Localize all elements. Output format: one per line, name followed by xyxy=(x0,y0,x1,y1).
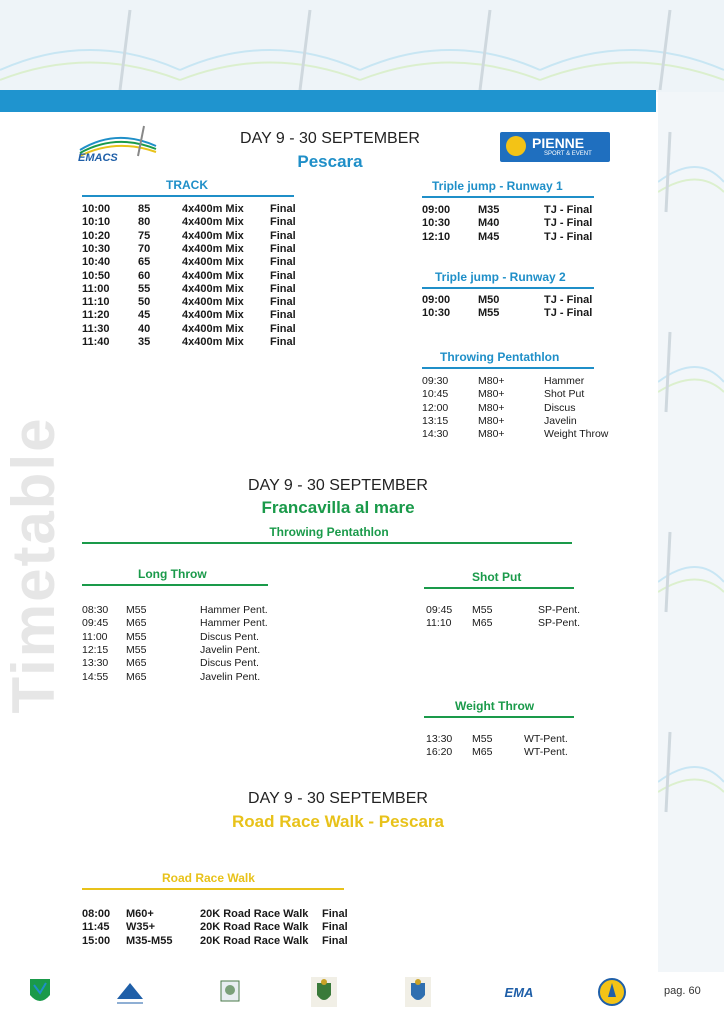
table-row xyxy=(422,231,602,244)
table-row xyxy=(82,604,282,617)
side-bridge-pattern xyxy=(658,92,724,972)
cell-event: Shot Put xyxy=(544,388,585,401)
cell-cat: M35-M55 xyxy=(126,934,173,947)
cell-time: 10:30 xyxy=(82,242,111,255)
ema-logo xyxy=(494,975,544,1009)
cell-time: 11:10 xyxy=(426,617,452,630)
header-background xyxy=(0,0,724,92)
cell-cat: 45 xyxy=(138,309,151,322)
cell-time: 13:15 xyxy=(422,414,449,427)
cell-cat: W35+ xyxy=(126,921,156,934)
table-row xyxy=(82,617,282,630)
cell-round: TJ - Final xyxy=(544,230,593,243)
cell-event: SP-Pent. xyxy=(538,617,581,630)
shot-put-section-title: Shot Put xyxy=(472,570,522,584)
cell-event: Javelin xyxy=(544,414,577,427)
cell-cat: 80 xyxy=(138,216,151,229)
cell-cat: 70 xyxy=(138,242,151,255)
cell-event: 4x400m Mix xyxy=(182,336,244,348)
cell-time: 10:00 xyxy=(82,203,111,215)
pienne-logo xyxy=(500,132,610,162)
table-row xyxy=(82,671,282,684)
cell-cat: M55 xyxy=(478,307,500,320)
table-row xyxy=(82,336,302,349)
cell-cat: M65 xyxy=(126,670,147,683)
long-throw-underline xyxy=(82,584,268,586)
cell-time: 11:30 xyxy=(82,322,110,335)
cell-round: TJ - Final xyxy=(544,217,593,230)
cell-time: 10:20 xyxy=(82,229,111,242)
cell-event: SP-Pent. xyxy=(538,604,581,616)
pescara-day-heading: DAY 9 - 30 SEPTEMBER xyxy=(240,130,420,147)
header-accent-bar xyxy=(0,90,656,112)
cell-event: 20K Road Race Walk xyxy=(200,934,309,947)
cell-round: TJ - Final xyxy=(544,294,593,306)
cell-time: 13:30 xyxy=(426,733,453,745)
cell-round: Final xyxy=(270,256,296,269)
cell-event: 4x400m Mix xyxy=(182,203,244,215)
cell-cat: 40 xyxy=(138,322,151,335)
cell-time: 09:45 xyxy=(426,604,453,616)
federation-round-logo xyxy=(594,975,630,1009)
cell-event: 4x400m Mix xyxy=(182,229,244,242)
cell-event: WT-Pent. xyxy=(524,733,568,745)
page-number: pag. 60 xyxy=(664,985,701,997)
cell-round: Final xyxy=(270,296,296,309)
francavilla-subtitle: Throwing Pentathlon xyxy=(269,525,389,539)
emacs-logo xyxy=(76,124,160,166)
cell-event: Hammer xyxy=(544,375,585,387)
cell-time: 13:30 xyxy=(82,657,109,670)
cell-cat: M60+ xyxy=(126,908,154,920)
cell-round: Final xyxy=(270,269,296,282)
cell-round: Final xyxy=(322,921,348,934)
cell-cat: M65 xyxy=(126,617,147,630)
tj1-underline xyxy=(422,196,594,198)
francavilla-day-heading: DAY 9 - 30 SEPTEMBER xyxy=(248,477,428,494)
table-row xyxy=(82,256,302,269)
track-underline xyxy=(82,195,294,197)
cell-cat: M55 xyxy=(126,643,147,656)
table-row xyxy=(422,294,602,307)
pienne-logo-text: PIENNE xyxy=(532,135,585,151)
cell-time: 10:50 xyxy=(82,269,111,282)
cell-event: Hammer Pent. xyxy=(200,617,268,630)
cell-round: Final xyxy=(270,336,296,348)
throwpent-underline xyxy=(422,367,594,369)
municipal-crest-logo-1 xyxy=(306,975,342,1009)
pescara-place-heading: Pescara xyxy=(297,152,363,171)
cell-cat: M50 xyxy=(478,294,500,306)
cell-time: 09:45 xyxy=(82,617,109,630)
cell-time: 16:20 xyxy=(426,746,453,759)
table-row xyxy=(426,604,586,617)
cell-event: Weight Throw xyxy=(544,428,609,441)
weight-throw-section-title: Weight Throw xyxy=(455,699,535,713)
table-row xyxy=(426,746,586,759)
table-row xyxy=(82,230,302,243)
cell-event: 4x400m Mix xyxy=(182,282,244,295)
cell-cat: 55 xyxy=(138,282,151,295)
cell-cat: M65 xyxy=(126,657,147,670)
cell-time: 12:15 xyxy=(82,643,109,656)
cell-time: 09:00 xyxy=(422,204,451,216)
cell-cat: M80+ xyxy=(478,388,505,401)
cell-event: Javelin Pent. xyxy=(200,643,261,656)
cell-event: 4x400m Mix xyxy=(182,322,244,335)
cell-round: Final xyxy=(270,229,296,242)
table-row xyxy=(82,309,302,322)
cell-cat: M65 xyxy=(472,617,493,630)
cell-cat: M35 xyxy=(478,204,500,216)
table-row xyxy=(82,935,362,948)
cell-cat: M55 xyxy=(472,733,493,745)
tj2-section-title: Triple jump - Runway 2 xyxy=(435,270,566,284)
walk-day-heading: DAY 9 - 30 SEPTEMBER xyxy=(248,790,428,807)
cell-time: 15:00 xyxy=(82,934,111,947)
cell-cat: M55 xyxy=(126,604,147,616)
cell-round: TJ - Final xyxy=(544,307,593,320)
cell-event: Hammer Pent. xyxy=(200,604,268,616)
table-row xyxy=(82,657,282,670)
region-shield-icon xyxy=(28,977,52,1007)
cell-time: 11:00 xyxy=(82,282,110,295)
table-row xyxy=(422,375,622,388)
cell-cat: 50 xyxy=(138,296,151,309)
cell-time: 08:00 xyxy=(82,908,111,920)
cell-cat: M65 xyxy=(472,746,493,759)
cell-round: Final xyxy=(270,282,296,295)
track-section-title: TRACK xyxy=(166,178,208,192)
city-pescara-logo xyxy=(212,975,248,1009)
weight-throw-underline xyxy=(424,716,574,718)
cell-event: Discus xyxy=(544,401,576,414)
cell-event: 4x400m Mix xyxy=(182,216,244,229)
cell-event: 4x400m Mix xyxy=(182,296,244,309)
cell-cat: M80+ xyxy=(478,414,505,427)
table-row xyxy=(82,283,302,296)
table-row xyxy=(426,733,586,746)
cell-time: 14:30 xyxy=(422,428,449,441)
cell-event: Discus Pent. xyxy=(200,630,259,643)
table-row xyxy=(82,296,302,309)
table-row xyxy=(422,388,622,401)
cell-event: 20K Road Race Walk xyxy=(200,921,309,934)
province-mark-icon xyxy=(113,979,147,1005)
cell-cat: 65 xyxy=(138,256,151,269)
crest-icon xyxy=(405,977,431,1007)
cell-cat: M80+ xyxy=(478,401,505,414)
table-row xyxy=(82,216,302,229)
city-crest-icon xyxy=(217,977,243,1007)
long-throw-section-title: Long Throw xyxy=(138,567,207,581)
table-row xyxy=(422,217,602,230)
table-row xyxy=(82,644,282,657)
cell-time: 11:10 xyxy=(82,296,110,309)
municipal-crest-logo-2 xyxy=(400,975,436,1009)
table-row xyxy=(422,307,602,320)
table-row xyxy=(82,203,302,216)
cell-cat: M55 xyxy=(472,604,493,616)
table-row xyxy=(82,323,302,336)
francavilla-place-heading: Francavilla al mare xyxy=(261,498,415,517)
cell-time: 10:30 xyxy=(422,217,451,230)
cell-time: 09:30 xyxy=(422,375,449,387)
cell-time: 14:55 xyxy=(82,670,109,683)
cell-event: Discus Pent. xyxy=(200,657,259,670)
pienne-logo-subtext: SPORT & EVENT xyxy=(544,151,592,157)
table-row xyxy=(422,402,622,415)
tj1-section-title: Triple jump - Runway 1 xyxy=(432,179,563,193)
side-decoration xyxy=(658,92,724,972)
throwpent-section-title: Throwing Pentathlon xyxy=(440,350,560,364)
cell-time: 11:40 xyxy=(82,336,110,348)
table-row xyxy=(82,921,362,934)
cell-time: 11:45 xyxy=(82,921,110,934)
emacs-logo-text: EMACS xyxy=(78,152,118,164)
cell-event: Javelin Pent. xyxy=(200,670,261,683)
cell-time: 08:30 xyxy=(82,604,109,616)
table-row xyxy=(422,204,602,217)
region-abruzzo-logo xyxy=(22,975,58,1009)
province-logo xyxy=(112,975,148,1009)
tj2-underline xyxy=(422,287,594,289)
ema-logo-text: EMA xyxy=(504,984,534,1000)
shot-put-underline xyxy=(424,587,574,589)
cell-cat: 35 xyxy=(138,336,151,348)
cell-round: Final xyxy=(322,934,348,947)
cell-cat: 60 xyxy=(138,269,151,282)
cell-event: 4x400m Mix xyxy=(182,269,244,282)
cell-cat: 85 xyxy=(138,203,151,215)
cell-cat: M55 xyxy=(126,630,147,643)
cell-time: 10:40 xyxy=(82,256,111,269)
cell-round: Final xyxy=(270,216,296,229)
cell-cat: M80+ xyxy=(478,428,505,441)
cell-time: 11:20 xyxy=(82,309,110,322)
cell-event: 4x400m Mix xyxy=(182,309,244,322)
pienne-logo-mark-icon xyxy=(506,136,526,156)
timetable-watermark: Timetable xyxy=(0,416,67,714)
cell-time: 10:45 xyxy=(422,388,449,401)
cell-time: 12:10 xyxy=(422,230,451,243)
walk-underline xyxy=(82,888,344,890)
cell-event: 4x400m Mix xyxy=(182,256,244,269)
round-emblem-icon xyxy=(597,977,627,1007)
cell-round: Final xyxy=(270,322,296,335)
cell-round: TJ - Final xyxy=(544,204,593,216)
table-row xyxy=(82,908,362,921)
cell-event: WT-Pent. xyxy=(524,746,568,759)
walk-section-title: Road Race Walk xyxy=(162,871,255,885)
cell-time: 10:10 xyxy=(82,216,111,229)
cell-time: 12:00 xyxy=(422,401,449,414)
table-row xyxy=(422,428,622,441)
cell-round: Final xyxy=(270,242,296,255)
crest-icon xyxy=(311,977,337,1007)
cell-round: Final xyxy=(322,908,348,920)
bridge-pattern-decoration xyxy=(0,0,724,92)
table-row xyxy=(426,617,586,630)
cell-time: 11:00 xyxy=(82,630,108,643)
walk-place-heading: Road Race Walk - Pescara xyxy=(232,812,444,831)
cell-event: 4x400m Mix xyxy=(182,242,244,255)
cell-time: 09:00 xyxy=(422,294,451,306)
cell-cat: M80+ xyxy=(478,375,505,387)
cell-round: Final xyxy=(270,309,296,322)
table-row xyxy=(82,631,282,644)
cell-time: 10:30 xyxy=(422,307,451,320)
cell-cat: M45 xyxy=(478,230,500,243)
cell-round: Final xyxy=(270,203,296,215)
cell-event: 20K Road Race Walk xyxy=(200,908,309,920)
table-row xyxy=(82,243,302,256)
cell-cat: 75 xyxy=(138,229,151,242)
table-row xyxy=(82,270,302,283)
cell-cat: M40 xyxy=(478,217,500,230)
francavilla-underline xyxy=(82,542,572,544)
table-row xyxy=(422,415,622,428)
